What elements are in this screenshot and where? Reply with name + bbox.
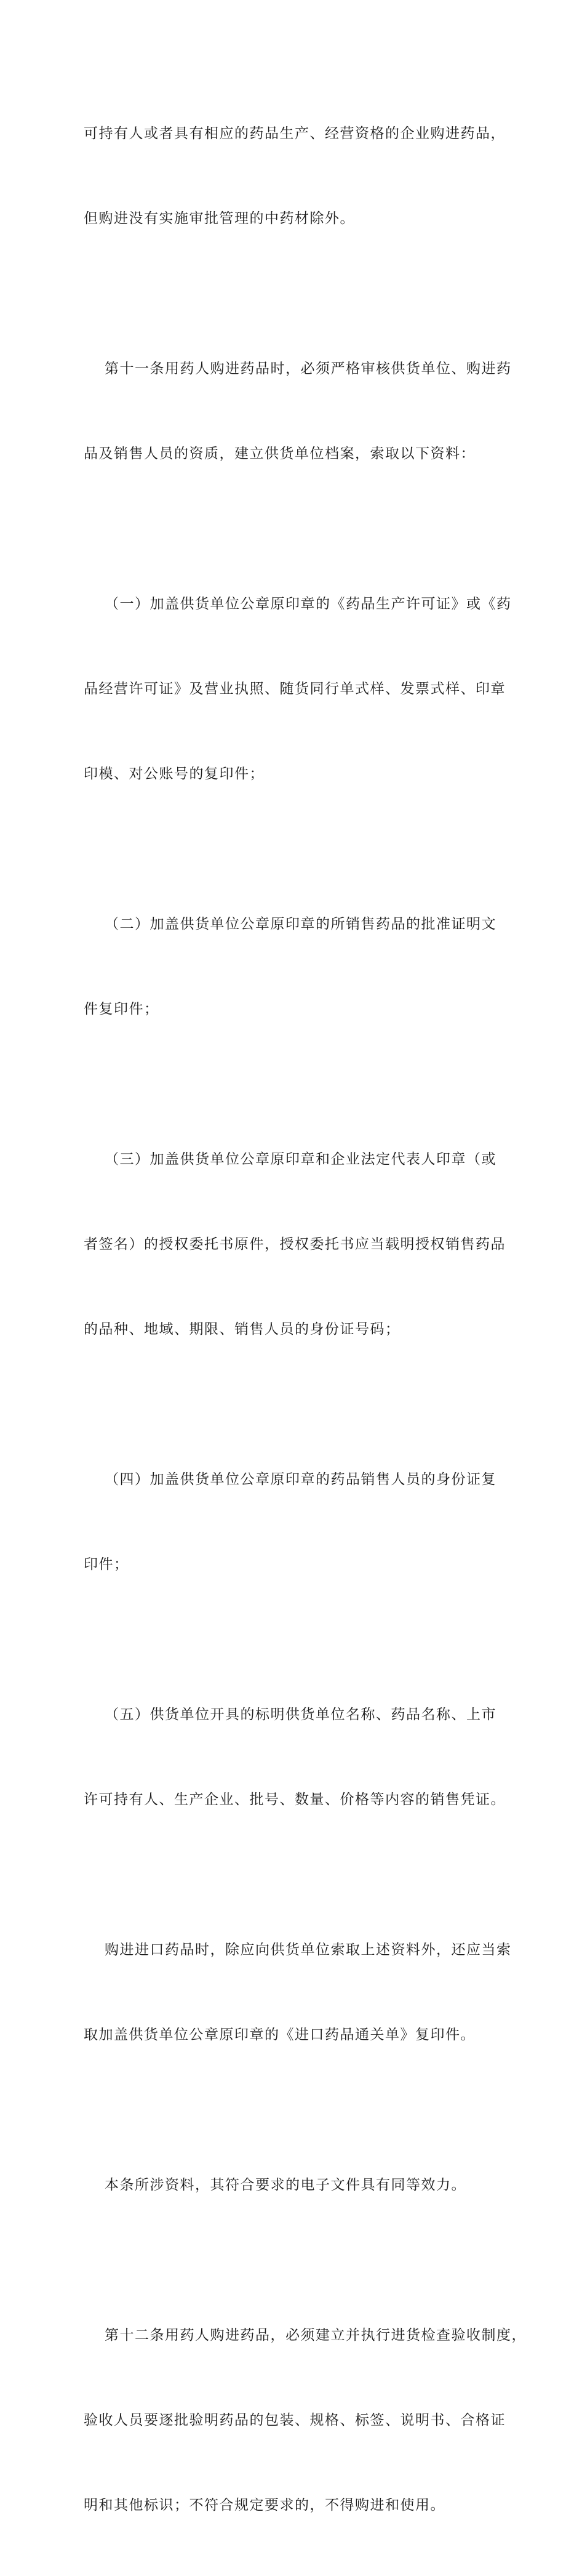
text-line: 的品种、地域、期限、销售人员的身份证号码；: [84, 1321, 401, 1337]
text-line: （五）供货单位开具的标明供货单位名称、药品名称、上市: [105, 1707, 496, 1723]
text-line: 明和其他标识；不符合规定要求的，不得购进和使用。: [84, 2497, 445, 2513]
text-line: 本条所涉资料，其符合要求的电子文件具有同等效力。: [105, 2177, 466, 2193]
paragraph-article-11: [84, 298, 512, 525]
paragraph-item-5: [84, 1644, 506, 1870]
paragraph-electronic-docs: [84, 2114, 490, 2256]
text-line: （一）加盖供货单位公章原印章的《药品生产许可证》或《药: [105, 596, 512, 612]
paragraph-imported-drugs: [84, 1879, 512, 2106]
text-line: 但购进没有实施审批管理的中药材除外。: [84, 211, 355, 227]
text-line: （二）加盖供货单位公章原印章的所销售药品的批准证明文: [105, 916, 496, 932]
text-line: 者签名）的授权委托书原件，授权委托书应当载明授权销售药品: [84, 1236, 506, 1252]
text-line: 第十二条用药人购进药品，必须建立并执行进货检查验收制度，: [105, 2327, 527, 2343]
text-line: 取加盖供货单位公章原印章的《进口药品通关单》复印件。: [84, 2027, 476, 2043]
paragraph-item-2: [84, 853, 496, 1080]
text-line: （三）加盖供货单位公章原印章和企业法定代表人印章（或: [105, 1151, 496, 1167]
paragraph-article-12: [84, 2264, 527, 2576]
text-line: 验收人员要逐批验明药品的包装、规格、标签、说明书、合格证: [84, 2412, 506, 2428]
text-line: 件复印件；: [84, 1001, 159, 1017]
text-line: 印模、对公账号的复印件；: [84, 766, 265, 782]
text-line: 印件；: [84, 1556, 129, 1572]
text-line: 购进进口药品时，除应向供货单位索取上述资料外，还应当索: [105, 1942, 512, 1958]
text-line: 可持有人或者具有相应的药品生产、经营资格的企业购进药品，: [84, 126, 506, 142]
text-line: （四）加盖供货单位公章原印章的药品销售人员的身份证复: [105, 1471, 496, 1487]
document-body: [84, 63, 527, 2576]
paragraph-item-1: [84, 533, 512, 845]
paragraph-item-4: [84, 1409, 496, 1635]
text-line: 品及销售人员的资质，建立供货单位档案，索取以下资料：: [84, 446, 476, 462]
paragraph-item-3: [84, 1089, 506, 1400]
text-line: 许可持有人、生产企业、批号、数量、价格等内容的销售凭证。: [84, 1792, 506, 1808]
text-line: 品经营许可证》及营业执照、随货同行单式样、发票式样、印章: [84, 681, 506, 697]
paragraph-continuation: [84, 63, 506, 289]
text-line: 第十一条用药人购进药品时，必须严格审核供货单位、购进药: [105, 361, 512, 377]
